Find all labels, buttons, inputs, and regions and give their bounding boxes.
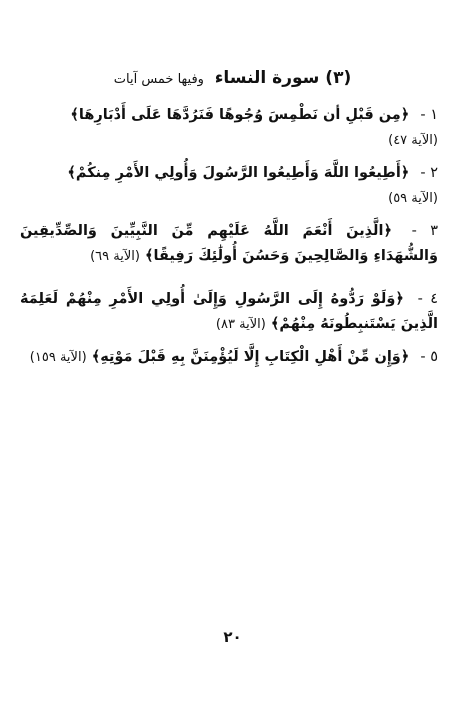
verse-number: ٥ - <box>420 349 438 365</box>
verse-number: ٢ - <box>420 165 438 181</box>
verse-text: ﴿أَطِيعُوا اللَّهَ وَأَطِيعُوا الرَّسُولَ وَأُولِي الأَمْرِ مِنكُمْ﴾ <box>67 165 410 181</box>
verse-item-3 <box>20 219 438 269</box>
verse-item-1 <box>20 103 438 153</box>
verse-text: ﴿وَإِن مِّنْ أَهْلِ الْكِتَابِ إِلَّا لَيُؤْمِنَنَّ بِهِ قَبْلَ مَوْتِهِ﴾ <box>91 349 410 365</box>
verse-text: ﴿مِن قَبْلِ أن نَطْمِسَ وُجُوهًا فَنَرُدَّهَا عَلَى أَدْبَارِهَا﴾ <box>70 107 410 123</box>
verse-reference: (الآية ٦٩) <box>90 249 140 264</box>
verse-number: ٣ - <box>411 223 438 239</box>
verse-reference: (الآية ٨٣) <box>215 317 266 332</box>
verse-text: ﴿وَلَوْ رَدُّوهُ إِلَى الرَّسُولِ وَإِلَىٰ أُولِي الأَمْرِ مِنْهُمْ لَعَلِمَهُ الَّذِينَ يَسْتَنبِطُونَهُ مِنْهُمْ﴾ <box>20 291 438 332</box>
verse-reference: (الآية ٤٧) <box>388 133 438 148</box>
verse-reference: (الآية ٥٩) <box>388 191 438 206</box>
surah-heading <box>60 66 405 92</box>
verse-text: ﴿الَّذِينَ أَنْعَمَ اللَّهُ عَلَيْهِم مِّنَ النَّبِيِّينَ وَالصِّدِّيقِينَ وَالشُّهَدَاءِ وَالصَّالِحِينَ وَحَسُنَ أُولَٰئِكَ رَفِيقًا﴾ <box>20 223 438 264</box>
verse-item-5 <box>20 345 438 370</box>
verse-item-4 <box>20 287 438 337</box>
page-number: ٢٠ <box>223 628 242 646</box>
verse-item-2 <box>20 161 438 211</box>
verse-reference: (الآية ١٥٩) <box>29 350 87 365</box>
verse-number: ١ - <box>420 107 438 123</box>
verse-count-note: وفيها خمس آيات <box>113 72 204 87</box>
surah-title: (٣) سورة النساء <box>214 68 352 88</box>
verse-number: ٤ - <box>417 291 438 307</box>
